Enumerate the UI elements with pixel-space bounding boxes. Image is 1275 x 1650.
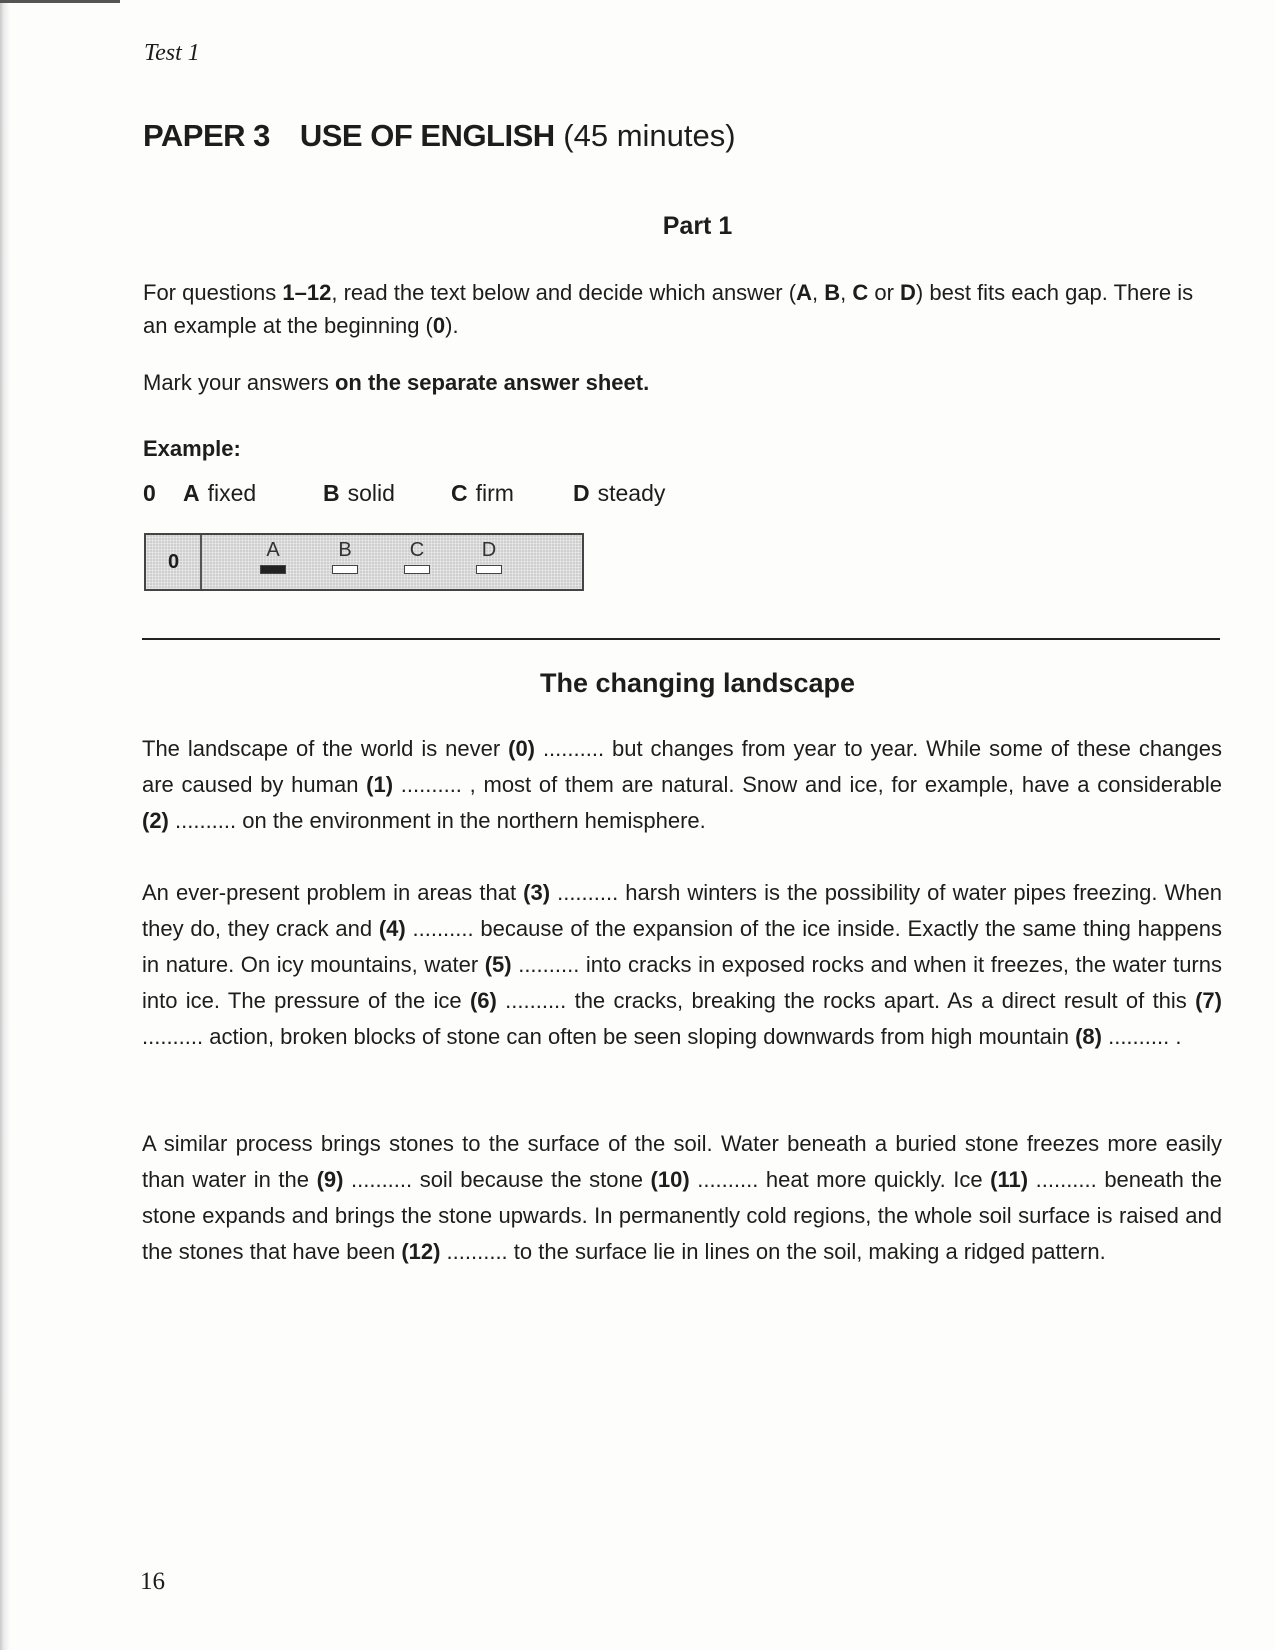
example-answer-box [144,533,584,591]
instr-text: ). [445,313,459,338]
example-option-b: B solid [323,480,395,506]
answer-box-number: 0 [168,551,180,573]
gap-number: (12) [401,1239,441,1264]
instr-text: , [840,280,853,305]
gap-number: (9) [316,1167,344,1192]
example-option-a: A fixed [183,480,257,506]
paragraph-3: A similar process brings stones to the surface of the soil. Water beneath a buried stone freezes more easily than water in the (9) .......... soil because the stone (10) .......... heat more quickly. Ice (11) .......... beneath the stone expands and brings the stone upwards. In permanently cold regions, the whole soil surface is raised and the stones that have been (12) .......... to the surface lie in lines on the soil, making a ridged pattern. [142,1131,1222,1264]
paper-title [143,118,736,154]
gap-number: (3) [523,880,551,905]
instr-letter: A [796,280,812,305]
page-number: 16 [140,1568,165,1595]
paper-name: USE OF ENGLISH [299,118,555,153]
gap-number: (10) [650,1167,690,1192]
instr-text: or [868,280,901,305]
gap-number: (6) [469,988,497,1013]
instr-letter: B [824,280,841,305]
answer-bubble-d: D [474,539,504,574]
paper-duration: (45 minutes) [563,118,736,153]
gap-number: (4) [378,916,406,941]
answer-mark-d [476,565,502,574]
page-top-edge [0,0,120,3]
answer-mark-c [404,565,430,574]
instr-range: 1–12 [282,280,332,305]
answer-mark-b [332,565,358,574]
instr-text: For questions [143,280,283,305]
paragraph-1: The landscape of the world is never (0) .......... but changes from year to year. While some of these changes are caused by human (1) .......... , most of them are natural. Snow and ice, for example, have a considerable (2) .......... on the environment in the northern hemisphere. [142,736,1222,833]
gap-number: (11) [990,1167,1029,1192]
instr-example-number: 0 [432,313,446,338]
answer-bubble-b: B [330,539,360,574]
mark-answers-bold: on the separate answer sheet. [334,370,650,395]
part-heading: Part 1 [662,212,733,240]
answer-bubble-c: C [402,539,432,574]
answer-box-number-cell [146,535,202,589]
gap-number: (5) [484,952,512,977]
answer-bubble-a: A [258,539,288,574]
gap-number: (0) [508,736,536,761]
instr-text: ) best fits each gap. There is an example at the beginning ( [143,280,1194,338]
page-binding-edge [0,0,10,1650]
instr-letter: D [900,280,916,305]
gap-number: (1) [366,772,394,797]
section-divider [142,638,1220,640]
gap-number: (2) [142,808,169,833]
paragraph-2: An ever-present problem in areas that (3) .......... harsh winters is the possibility of water pipes freezing. When they do, they crack and (4) .......... because of the expansion of the ice inside. Exactly the same thing happens in nature. On icy mountains, water (5) .......... into cracks in exposed rocks and when it freezes, the water turns into ice. The pressure of the ice (6) .......... the cracks, breaking the rocks apart. As a direct result of this (7) .......... action, broken blocks of stone can often be seen sloping downwards from high mountain (8) .......... . [142,880,1222,1049]
mark-answers-prefix: Mark your answers [143,370,335,395]
paper-label: PAPER 3 [143,118,270,153]
instructions [143,276,1223,342]
text-title: The changing landscape [539,668,856,698]
example-number: 0 [143,480,156,506]
answer-mark-a [260,565,286,574]
gap-number: (8) [1075,1024,1102,1049]
gap-number: (7) [1195,988,1222,1013]
example-option-d: D steady [573,480,666,506]
running-head: Test 1 [144,40,200,66]
instr-text: , [811,280,825,305]
instr-text: , read the text below and decide which answer ( [331,280,797,305]
example-option-c: C firm [451,480,514,506]
instr-letter: C [852,280,869,305]
example-label: Example: [143,436,241,461]
mark-answers-line [143,370,649,396]
